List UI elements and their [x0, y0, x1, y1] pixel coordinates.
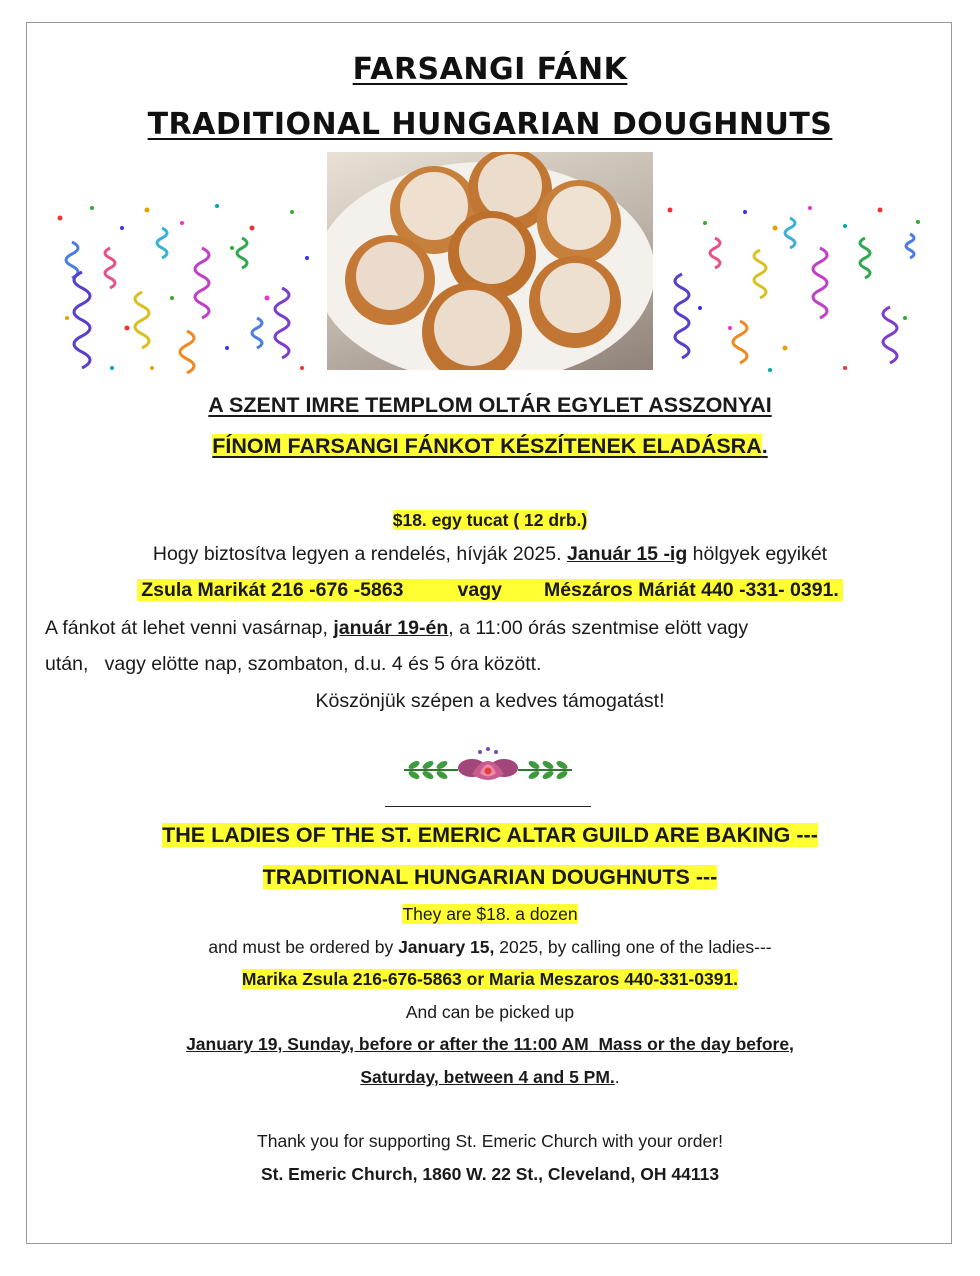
english-pickup-intro: And can be picked up: [405, 1002, 575, 1022]
order-text-pre: Hogy biztosítva legyen a rendelés, hívják 2025.: [152, 543, 567, 565]
english-heading-2-text: TRADITIONAL HUNGARIAN DOUGHNUTS ---: [262, 865, 718, 889]
title-hungarian: FARSANGI FÁNK: [352, 52, 628, 87]
hungarian-heading-2-text: FÍNOM FARSANGI FÁNKOT KÉSZÍTENEK ELADÁSRA: [212, 434, 762, 458]
english-contacts: [0, 969, 980, 990]
contacts-highlight: [137, 579, 843, 601]
pickup-text-pre: A fánkot át lehet venni vasárnap,: [45, 617, 334, 639]
english-pickup-line-2-end: .: [614, 1067, 620, 1087]
hungarian-price-text: $18. egy tucat ( 12 drb.): [392, 510, 588, 530]
english-heading-1: [0, 823, 980, 848]
hungarian-heading-2: [0, 434, 980, 459]
english-order-deadline: January 15,: [398, 937, 495, 957]
pickup-date: január 19-én: [333, 617, 449, 639]
order-text-post: hölgyek egyikét: [687, 543, 828, 565]
hungarian-price: [0, 510, 980, 531]
order-deadline: Január 15 -ig: [566, 543, 688, 565]
title-english: TRADITIONAL HUNGARIAN DOUGHNUTS: [147, 107, 833, 142]
hungarian-heading-1: A SZENT IMRE TEMPLOM OLTÁR EGYLET ASSZONYAI: [208, 393, 772, 417]
hungarian-contacts: [0, 579, 980, 602]
contact-or: vagy: [457, 579, 502, 601]
english-heading-2: [0, 865, 980, 890]
hungarian-pickup-line-2: után, vagy elötte nap, szombaton, d.u. 4 és 5 óra között.: [45, 653, 542, 675]
english-pickup-line-2: [0, 1067, 980, 1088]
divider-line: [385, 806, 591, 807]
folk-flower-ornament-icon: [400, 744, 576, 788]
doughnuts-photo: [327, 152, 653, 370]
english-heading-1-text: THE LADIES OF THE ST. EMERIC ALTAR GUILD ARE BAKING ---: [162, 823, 818, 847]
church-address: St. Emeric Church, 1860 W. 22 St., Cleveland, OH 44113: [260, 1164, 720, 1184]
english-price: [0, 904, 980, 925]
hungarian-thanks: Köszönjük szépen a kedves támogatást!: [315, 690, 665, 712]
english-thanks: Thank you for supporting St. Emeric Church with your order!: [257, 1131, 723, 1151]
hungarian-heading-2-period: .: [761, 434, 768, 458]
hungarian-order-line: [0, 543, 980, 566]
confetti-right-image: [660, 198, 926, 378]
contact-2: Mészáros Máriát 440 -331- 0391.: [543, 579, 839, 601]
english-contacts-text: Marika Zsula 216-676-5863 or Maria Meszaros 440-331-0391.: [241, 969, 739, 989]
english-price-text: They are $18. a dozen: [402, 904, 578, 924]
english-pickup-line-1: January 19, Sunday, before or after the 11:00 AM Mass or the day before,: [186, 1034, 794, 1054]
english-pickup-line-2-text: Saturday, between 4 and 5 PM.: [360, 1067, 615, 1087]
english-order-line: [0, 937, 980, 958]
pickup-text-post: , a 11:00 órás szentmise elött vagy: [448, 617, 749, 639]
english-order-post: 2025, by calling one of the ladies---: [494, 937, 772, 957]
hungarian-pickup-line-1: [45, 617, 748, 640]
contact-1: Zsula Marikát 216 -676 -5863: [141, 579, 404, 601]
confetti-left-image: [52, 198, 318, 378]
english-order-pre: and must be ordered by: [208, 937, 399, 957]
